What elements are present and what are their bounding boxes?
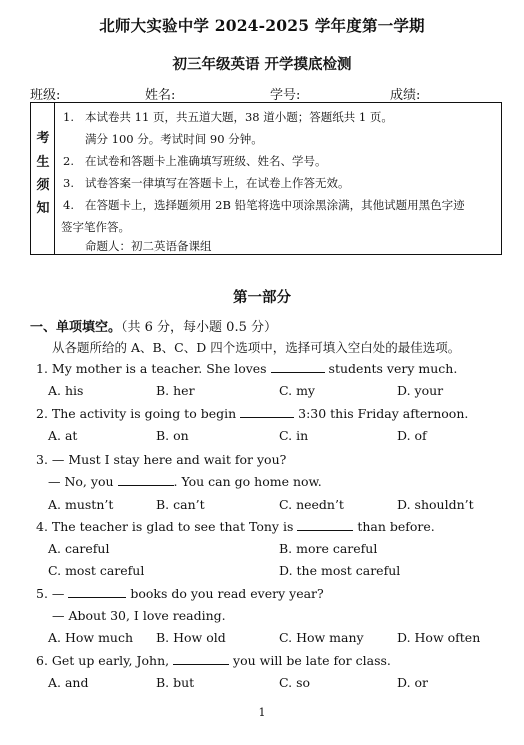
option-c[interactable]: C. needn’t: [279, 497, 344, 512]
notice-item: 1. 本试卷共 11 页，共五道大题，38 道小题；答题纸共 1 页。: [63, 110, 393, 124]
option-d[interactable]: D. the most careful: [279, 563, 401, 578]
notice-side-char: 知: [36, 201, 50, 216]
answer-blank: [173, 653, 229, 665]
option-a[interactable]: A. and: [48, 675, 89, 690]
option-b[interactable]: B. but: [156, 675, 195, 690]
option-d[interactable]: D. your: [397, 383, 444, 398]
option-a[interactable]: A. careful: [48, 541, 110, 556]
question-stem: 2. The activity is going to begin 3:30 this Friday afternoon.: [36, 406, 469, 421]
exam-notice-box: [30, 102, 502, 255]
question-stem: 4. The teacher is glad to see that Tony is than before.: [36, 519, 435, 534]
notice-side-label: [31, 103, 55, 254]
option-b[interactable]: B. How old: [156, 630, 226, 645]
option-a[interactable]: A. mustn’t: [48, 497, 114, 512]
option-c[interactable]: C. my: [279, 383, 315, 398]
question-stem: 3. — Must I stay here and wait for you?: [36, 452, 287, 467]
option-c[interactable]: C. in: [279, 428, 309, 443]
option-a[interactable]: A. at: [48, 428, 78, 443]
notice-side-char: 须: [36, 178, 50, 193]
option-a[interactable]: A. his: [48, 383, 84, 398]
option-c[interactable]: C. How many: [279, 630, 364, 645]
option-a[interactable]: A. How much: [48, 630, 134, 645]
question-stem: — No, you . You can go home now.: [48, 474, 322, 489]
answer-blank: [118, 474, 174, 486]
student-id-label: 学号:: [270, 88, 301, 103]
answer-blank: [271, 361, 325, 373]
notice-item: 3. 试卷答案一律填写在答题卡上，在试卷上作答无效。: [63, 176, 350, 190]
option-c[interactable]: C. so: [279, 675, 311, 690]
answer-blank: [240, 406, 294, 418]
option-c[interactable]: C. most careful: [48, 563, 145, 578]
exam-subtitle: 初三年级英语 开学摸底检测: [172, 56, 352, 73]
notice-item: 4. 在答题卡上，选择题须用 2B 铅笔将选中项涂黑涂满，其他试题用黑色字迹: [63, 198, 465, 212]
answer-blank: [68, 586, 126, 598]
option-b[interactable]: B. more careful: [279, 541, 378, 556]
page-number: 1: [258, 706, 266, 719]
option-d[interactable]: D. of: [397, 428, 427, 443]
option-d[interactable]: D. shouldn’t: [397, 497, 474, 512]
option-b[interactable]: B. can’t: [156, 497, 205, 512]
part-instruction: 从各题所给的 A、B、C、D 四个选项中，选择可填入空白处的最佳选项。: [52, 340, 461, 355]
question-stem: 1. My mother is a teacher. She loves students very much.: [36, 361, 458, 376]
notice-side-char: 生: [36, 155, 50, 170]
section-title: 第一部分: [233, 289, 291, 306]
score-label: 成绩:: [390, 88, 421, 103]
option-b[interactable]: B. on: [156, 428, 189, 443]
option-b[interactable]: B. her: [156, 383, 195, 398]
notice-item: 2. 在试卷和答题卡上准确填写班级、姓名、学号。: [63, 154, 327, 168]
student-info-row: [30, 84, 500, 103]
notice-item: 满分 100 分。考试时间 90 分钟。: [85, 132, 263, 146]
question-stem: 5. — books do you read every year?: [36, 586, 324, 601]
part-title: 一、单项填空。（共 6 分，每小题 0.5 分）: [30, 320, 277, 335]
question-stem: 6. Get up early, John, you will be late for class.: [36, 653, 391, 668]
question-stem: — About 30, I love reading.: [52, 608, 226, 623]
name-label: 姓名:: [145, 88, 176, 103]
option-d[interactable]: D. or: [397, 675, 429, 690]
answer-blank: [297, 519, 353, 531]
notice-item: 命题人：初二英语备课组: [85, 239, 212, 253]
option-d[interactable]: D. How often: [397, 630, 481, 645]
notice-item: 签字笔作答。: [61, 220, 130, 234]
notice-side-char: 考: [36, 131, 50, 146]
class-label: 班级:: [30, 88, 61, 103]
exam-title: 北师大实验中学 2024-2025 学年度第一学期: [99, 16, 425, 35]
